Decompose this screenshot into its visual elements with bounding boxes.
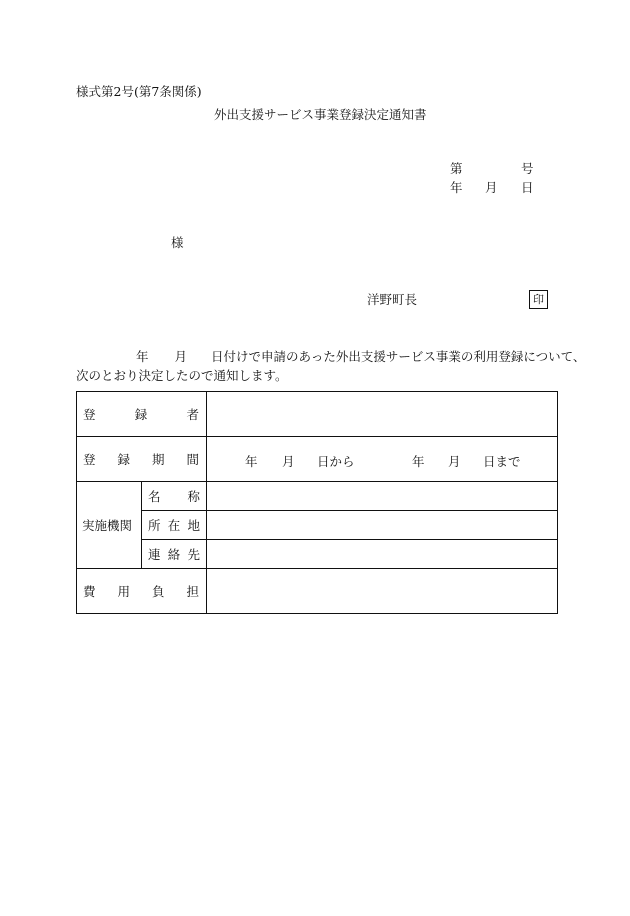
table-row-agency-address [77,511,558,540]
period-value[interactable] [207,437,558,482]
agency-contact-label [142,540,207,569]
body-line1-rest: 日付けで申請のあった外出支援サービス事業の利用登録について、 [211,349,586,364]
label-char: 期 [152,452,165,467]
table-row-cost [77,569,558,614]
cost-value[interactable] [207,569,558,614]
label-char: 録 [134,407,148,422]
label-char: 連 [148,547,161,562]
agency-address-value[interactable] [207,511,558,540]
label-char: 録 [117,452,131,467]
label-char: 称 [187,489,201,504]
registrant-value[interactable] [207,392,558,437]
label-char: 間 [186,452,200,467]
label-char: 先 [187,547,201,562]
registration-table [76,391,558,614]
document-title: 外出支援サービス事業登録決定通知書 [214,107,427,122]
agency-address-label [142,511,207,540]
body-text-line-1 [136,351,585,364]
label-char: 所 [148,518,161,533]
agency-contact-value[interactable] [207,540,558,569]
label-char: 用 [117,584,131,599]
body-text-line-2: 次のとおり決定したので通知します。 [76,368,288,383]
agency-name-label [142,482,207,511]
registrant-label [77,392,207,437]
date-day-label: 日 [521,180,534,195]
period-from-month: 月 [282,454,295,469]
doc-number-prefix: 第 [450,161,463,176]
table-row-period [77,437,558,482]
period-to-month: 月 [448,454,461,469]
agency-name-value[interactable] [207,482,558,511]
period-to-year: 年 [412,454,425,469]
label-char: 担 [186,584,200,599]
form-number: 様式第2号(第7条関係) [76,84,202,99]
seal-mark: 印 [529,290,548,309]
label-char: 負 [152,584,165,599]
period-label [77,437,207,482]
addressee-honorific: 様 [171,235,184,250]
label-char: 絡 [167,547,181,562]
period-from-day: 日から [317,454,355,469]
label-char: 費 [83,584,96,599]
label-char: 登 [83,452,96,467]
doc-number-suffix: 号 [521,161,534,176]
label-char: 在 [167,518,181,533]
label-char: 地 [187,518,201,533]
table-row-registrant [77,392,558,437]
body-year: 年 [136,349,149,364]
issuer-name: 洋野町長 [367,292,418,307]
agency-label: 実施機関 [77,482,142,569]
body-month: 月 [174,349,188,364]
label-char: 登 [83,407,96,422]
label-char: 者 [186,407,200,422]
period-from-year: 年 [245,454,258,469]
table-row-agency-name [77,482,558,511]
cost-label [77,569,207,614]
label-char: 名 [148,489,161,504]
date-year-label: 年 [450,180,463,195]
period-to-day: 日まで [483,454,521,469]
table-row-agency-contact [77,540,558,569]
date-month-label: 月 [485,180,498,195]
